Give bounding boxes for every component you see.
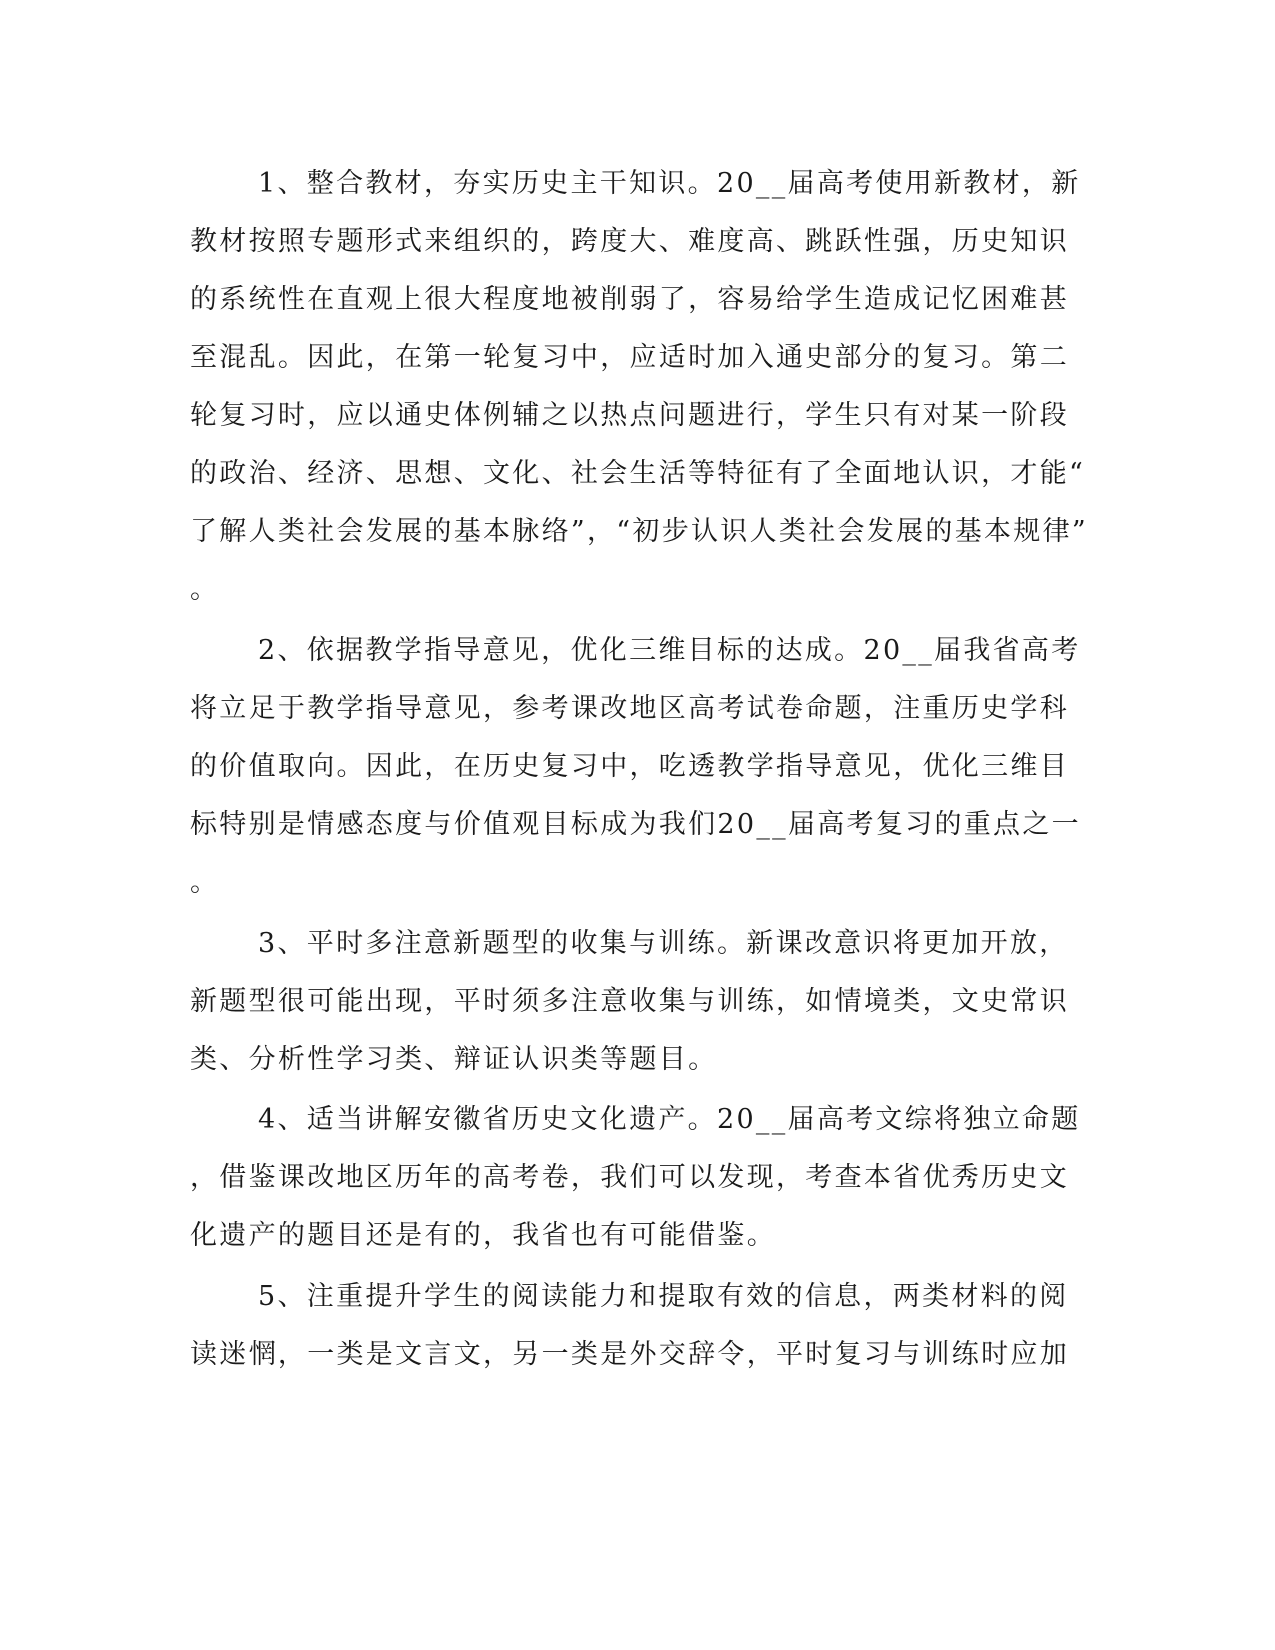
para-2-line-1: 2、依据教学指导意见，优化三维目标的达成。20__届我省高考 (258, 635, 1081, 666)
para-3-line-3: 类、分析性学习类、辩证认识类等题目。 (190, 1044, 718, 1075)
para-2-line-2: 将立足于教学指导意见，参考课改地区高考试卷命题，注重历史学科 (190, 693, 1069, 724)
para-4-line-1: 4、适当讲解安徽省历史文化遗产。20__届高考文综将独立命题 (258, 1104, 1081, 1135)
para-5-line-1: 5、注重提升学生的阅读能力和提取有效的信息，两类材料的阅 (258, 1281, 1069, 1312)
para-2-line-4: 标特别是情感态度与价值观目标成为我们20__届高考复习的重点之一 (190, 809, 1081, 840)
para-4-line-2: ，借鉴课改地区历年的高考卷，我们可以发现，考查本省优秀历史文 (190, 1162, 1069, 1193)
para-1-line-4: 至混乱。因此，在第一轮复习中，应适时加入通史部分的复习。第二 (190, 342, 1069, 373)
para-1-line-2: 教材按照专题形式来组织的，跨度大、难度高、跳跃性强，历史知识 (190, 226, 1069, 257)
para-4-line-3: 化遗产的题目还是有的，我省也有可能借鉴。 (190, 1220, 776, 1251)
para-1-line-3: 的系统性在直观上很大程度地被削弱了，容易给学生造成记忆困难甚 (190, 284, 1069, 315)
para-1-line-5: 轮复习时，应以通史体例辅之以热点问题进行，学生只有对某一阶段 (190, 400, 1069, 431)
para-3-line-2: 新题型很可能出现，平时须多注意收集与训练，如情境类，文史常识 (190, 986, 1069, 1017)
para-1-line-1: 1、整合教材，夯实历史主干知识。20__届高考使用新教材，新 (258, 168, 1081, 199)
para-3-line-1: 3、平时多注意新题型的收集与训练。新课改意识将更加开放， (258, 928, 1069, 959)
para-1-line-7: 了解人类社会发展的基本脉络”，“初步认识人类社会发展的基本规律” (190, 516, 1089, 547)
para-2-line-3: 的价值取向。因此，在历史复习中，吃透教学指导意见，优化三维目 (190, 751, 1069, 782)
para-1-line-8: 。 (190, 574, 220, 605)
para-1-line-6: 的政治、经济、思想、文化、社会生活等特征有了全面地认识，才能“ (190, 458, 1086, 489)
para-2-line-5: 。 (190, 867, 220, 898)
para-5-line-2: 读迷惘，一类是文言文，另一类是外交辞令，平时复习与训练时应加 (190, 1339, 1069, 1370)
